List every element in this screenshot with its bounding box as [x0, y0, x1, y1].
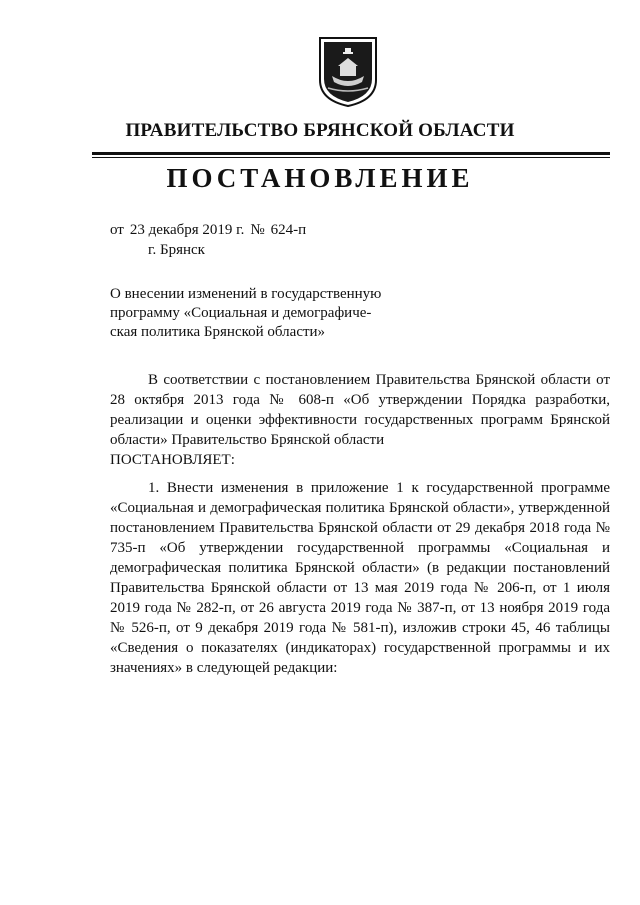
- document-body: [110, 370, 610, 678]
- item-1-paragraph: 1. Внести изменения в приложение 1 к государственной программе «Социальная и демографическая политика Брянской области», утвержденной постановлением Правительства Брянской области от 29 декабря 2018 года № 735-п «Об утверждении государственной программы «Социальная и демографическая политика Брянской области» (в редакции постановлений Правительства Брянской области от 13 мая 2019 года № 206-п, от 1 июля 2019 года № 282-п, от 26 августа 2019 года № 387-п, от 13 ноября 2019 года № 526-п, от 9 декабря 2019 года № 581-п), изложив строки 45, 46 таблицы «Сведения о показателях (индикаторах) государственной программы и их значениях» в следующей редакции:: [110, 480, 610, 676]
- date-prefix: от: [110, 222, 124, 238]
- document-type-heading: ПОСТАНОВЛЕНИЕ: [166, 163, 474, 193]
- document-number: 624-п: [270, 222, 307, 238]
- header-rule-thin: [92, 157, 610, 158]
- date-number-line: [110, 222, 312, 239]
- document-subject: [110, 285, 381, 342]
- header-rule-thick: [92, 152, 610, 155]
- government-title: ПРАВИТЕЛЬСТВО БРЯНСКОЙ ОБЛАСТИ: [125, 120, 515, 141]
- subject-line: программу «Социальная и демографиче-: [110, 305, 372, 321]
- coat-of-arms-icon: [318, 36, 378, 108]
- document-city: г. Брянск: [148, 242, 205, 258]
- subject-line: О внесении изменений в государственную: [110, 286, 382, 302]
- resolve-word: ПОСТАНОВЛЯЕТ:: [110, 452, 235, 468]
- preamble-paragraph: В соответствии с постановлением Правительства Брянской области от 28 октября 2013 года № 608-п «Об утверждении Порядка разработки, реализации и оценки эффективности государственных программ Брянской области» Правительство Брянской области: [110, 372, 610, 448]
- number-sign: №: [250, 222, 265, 238]
- document-date: 23 декабря 2019 г.: [129, 222, 245, 238]
- subject-line: ская политика Брянской области»: [110, 324, 326, 340]
